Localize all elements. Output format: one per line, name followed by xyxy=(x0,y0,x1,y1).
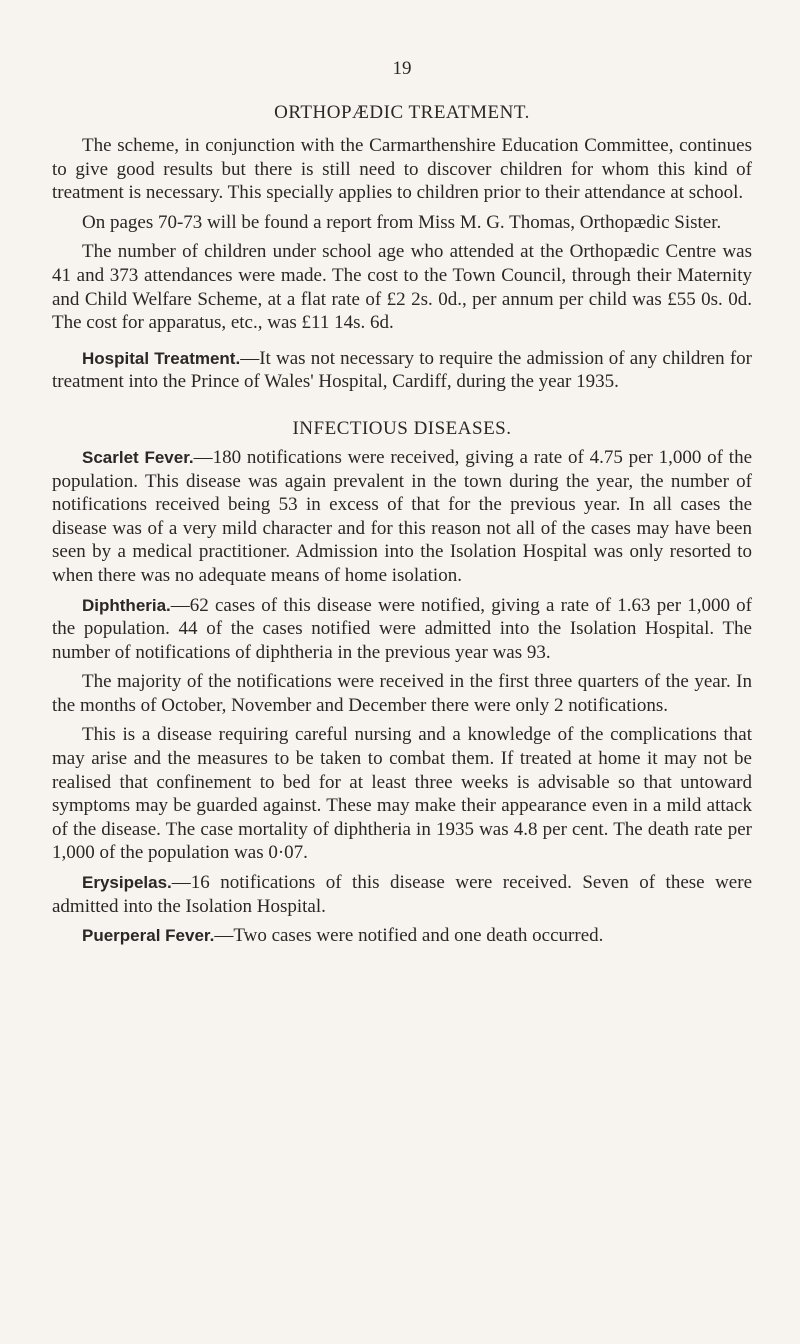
paragraph-erysipelas xyxy=(52,871,752,918)
paragraph-puerperal-fever xyxy=(52,924,752,948)
text-erysipelas: —16 notifications of this disease were received. Seven of these were admitted into the Isolation Hospital. xyxy=(52,872,752,917)
lead-scarlet-fever: Scarlet Fever. xyxy=(82,447,194,467)
document-page xyxy=(52,58,752,954)
paragraph-report-pages: On pages 70-73 will be found a report from Miss M. G. Thomas, Orthopædic Sister. xyxy=(82,211,722,233)
text-diphtheria: —62 cases of this disease were notified, giving a rate of 1.63 per 1,000 of the population. 44 of the cases notified were admitted into the Isolation Hospital. The number of notifications of diphtheria in the previous year was 93. xyxy=(52,594,752,663)
lead-hospital-treatment: Hospital Treatment. xyxy=(82,348,241,368)
paragraph-scheme: The scheme, in conjunction with the Carmarthenshire Education Committee, continues to give good results but there is still need to discover children for whom this kind of treatment is necessary. This specially applies to children prior to their attendance at school. xyxy=(52,135,752,204)
text-puerperal-fever: —Two cases were notified and one death occurred. xyxy=(214,925,604,947)
page-number: 19 xyxy=(392,58,412,79)
text-hospital-treatment: —It was not necessary to require the admission of any children for treatment into the Prince of Wales' Hospital, Cardiff, during the year 1935. xyxy=(52,347,753,393)
lead-diphtheria: Diphtheria. xyxy=(82,595,171,615)
paragraph-attendance-cost: The number of children under school age who attended at the Orthopædic Centre was 41 and 373 attendances were made. The cost to the Town Council, through their Maternity and Child Welfare Scheme, at a flat rate of £2 2s. 0d., per annum per child was £55 0s. 0d. The cost for apparatus, etc., was £11 14s. 6d. xyxy=(52,241,752,334)
paragraph-diphtheria xyxy=(52,594,752,665)
paragraph-diphtheria-nursing: This is a disease requiring careful nursing and a knowledge of the complications that may arise and the measures to be taken to combat them. If treated at home it may not be realised that confinement to bed for at least three weeks is advisable so that untoward symptoms may be guarded against. These may make their appearance even in a mild attack of the disease. The case mortality of diphtheria in 1935 was 4.8 per cent. The death rate per 1,000 of the population was 0·07. xyxy=(52,724,752,864)
paragraph-hospital-treatment xyxy=(52,347,752,394)
section-heading-orthopaedic: ORTHOPÆDIC TREATMENT. xyxy=(274,102,530,123)
section-heading-infectious: INFECTIOUS DISEASES. xyxy=(292,417,512,439)
paragraph-diphtheria-majority: The majority of the notifications were received in the first three quarters of the year. In the months of October, November and December there were only 2 notifications. xyxy=(52,671,752,716)
lead-puerperal-fever: Puerperal Fever. xyxy=(82,926,215,946)
text-scarlet-fever: —180 notifications were received, giving a rate of 4.75 per 1,000 of the population. This disease was again prevalent in the town during the year, the number of notifications received being 53 in excess of that for the previous year. In all cases the disease was of a very mild character and for this reason not all of the cases may have been seen by a medical practitioner. Admission into the Isolation Hospital was only resorted to when there was no adequate means of home isolation. xyxy=(52,446,753,586)
paragraph-scarlet-fever xyxy=(52,446,752,588)
lead-erysipelas: Erysipelas. xyxy=(82,873,172,893)
